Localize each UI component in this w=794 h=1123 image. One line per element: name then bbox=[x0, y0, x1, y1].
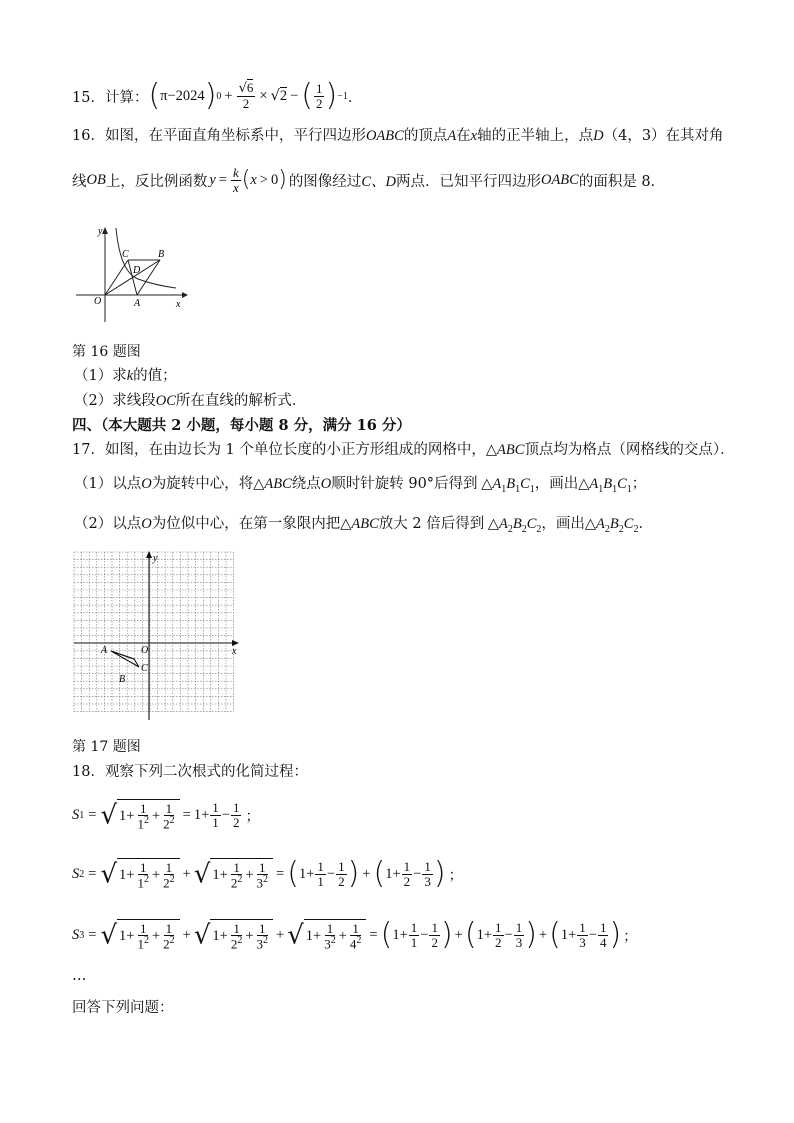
q16-function-formula: y = $\frac{k}{x}$ ( x > 0 ) bbox=[209, 164, 287, 195]
fig16-side-ba bbox=[137, 260, 160, 295]
q18-prompt: 回答下列问题： bbox=[72, 1000, 174, 1016]
fig16-label-o: O bbox=[94, 296, 102, 307]
q18-s1-formula: S 1 = √ 1+ $\frac{1}{1^2}$ + $\frac{1}{2^2}$ = 1+ $\frac{1}{1}$ − $\frac{1}{2}$ ； bbox=[72, 799, 260, 832]
fig17-label-o: O bbox=[141, 645, 149, 656]
fig16-label-b: B bbox=[158, 249, 165, 260]
fig17-grid bbox=[74, 552, 234, 712]
q15-expression: ( π −2024 ) 0 + $\frac{√6}{2}$ × √2 − ( $\frac{1}{2}$ ) −1 bbox=[148, 78, 348, 113]
fig16-label-d: D bbox=[133, 265, 141, 276]
q17-sub1: （1）以点O为旋转中心，将△ABC绕点O顺时针旋转 90°后得到 $\triangle A_1B_1C_1$，画出$\triangle A_1B_1C_1$； bbox=[74, 476, 647, 495]
fig17-label-b: B bbox=[119, 674, 126, 685]
fig16-label-c: C bbox=[122, 249, 129, 260]
q15-label: 15．计算： bbox=[72, 89, 149, 106]
q17-triangle-a1b1c1-draw: $\triangle A_1B_1C_1$ bbox=[578, 476, 632, 495]
q17-triangle-a2b2c2-draw: $\triangle A_2B_2C_2$ bbox=[584, 516, 639, 535]
fig17-label-c: C bbox=[141, 663, 148, 674]
fig16-y-arrow bbox=[102, 227, 108, 234]
fig16-x-arrow bbox=[182, 292, 188, 298]
q18-ellipsis: … bbox=[72, 968, 87, 984]
q17-caption: 第 17 题图 bbox=[72, 739, 141, 755]
figure-16 bbox=[72, 222, 192, 326]
q17-line1: 17．如图，在由边长为 1 个单位长度的小正方形组成的网格中，△ABC顶点均为格点（网格线的交点）． bbox=[72, 442, 735, 458]
q17-triangle-a1b1c1: $\triangle A_1B_1C_1$ bbox=[477, 476, 535, 495]
q16-sub1: （1）求k的值； bbox=[74, 368, 177, 384]
q18-line1: 18．观察下列二次根式的化简过程： bbox=[72, 764, 308, 780]
q16-caption: 第 16 题图 bbox=[72, 344, 141, 360]
section-4-heading: 四、（本大题共 2 小题，每小题 8 分，满分 16 分） bbox=[72, 417, 411, 434]
q15-line bbox=[72, 76, 362, 116]
fig16-label-x: x bbox=[176, 299, 181, 310]
fig17-label-y: y bbox=[153, 553, 158, 564]
q17-triangle-a2b2c2: $\triangle A_2B_2C_2$ bbox=[484, 516, 542, 535]
fig16-label-a: A bbox=[134, 298, 141, 309]
fig16-label-y: y bbox=[98, 226, 103, 237]
fig17-label-x: x bbox=[232, 646, 237, 657]
q15-tail: ． bbox=[347, 89, 363, 106]
figure-17 bbox=[72, 550, 244, 722]
fig17-triangle-abc bbox=[111, 651, 139, 667]
q17-sub2: （2）以点O为位似中心，在第一象限内把△ABC放大 2 倍后得到 $\triangle A_2B_2C_2$，画出$\triangle A_2B_2C_2$． bbox=[74, 516, 653, 535]
q18-s3-formula: S 3 = √ 1+ $\frac{1}{1^2}$ + $\frac{1}{2^2}$ + √ 1+ $\frac{1}{2^2}$ + $\frac{1}{3^2}$ + √ 1+ $\frac{1}{3^2}$ + $\frac{1}{4^2}$ = ( 1+ $\frac{1}{1}$ − $\frac{1}{2}$ ) + ( 1+ $\frac{1}{2}$ − $\frac{1}{3}$ ) + ( 1+ $\frac{1}{3}$ − $\frac{1}{4}$ ) ； bbox=[72, 917, 638, 952]
q16-sub2: （2）求线段OC所在直线的解析式． bbox=[74, 393, 307, 409]
fig17-label-a: A bbox=[101, 645, 108, 656]
q16-line1: 16．如图，在平面直角坐标系中，平行四边形OABC的顶点A在x轴的正半轴上，点D（4，3）在其对角 bbox=[72, 128, 724, 144]
fig16-side-oc bbox=[105, 260, 128, 295]
q18-s2-formula: S 2 = √ 1+ $\frac{1}{1^2}$ + $\frac{1}{2^2}$ + √ 1+ $\frac{1}{2^2}$ + $\frac{1}{3^2}$ = ( 1+ $\frac{1}{1}$ − $\frac{1}{2}$ ) + ( 1+ $\frac{1}{2}$ − $\frac{1}{3}$ ) ； bbox=[72, 856, 464, 891]
q16-line2: 线 OB 上，反比例函数 y = $\frac{k}{x}$ ( x > 0 ) 的图像经过 C、D 两点．已知平行四边形 OABC 的面积是 8． bbox=[72, 164, 666, 195]
